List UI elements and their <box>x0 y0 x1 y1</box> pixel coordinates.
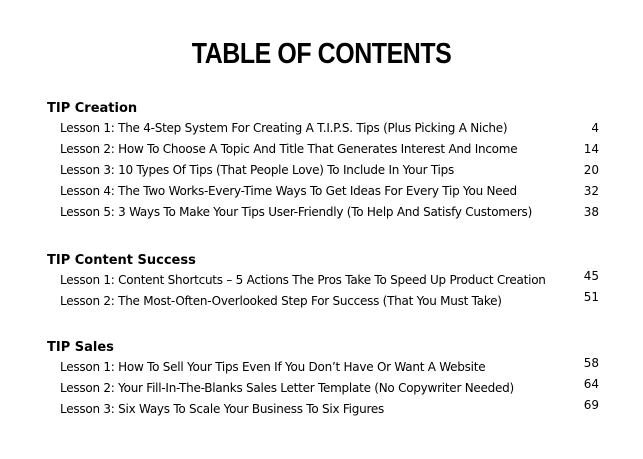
toc-entry-page: 14 <box>583 142 599 156</box>
toc-entry-page: 38 <box>583 205 599 219</box>
toc-entry-page: 51 <box>583 290 599 304</box>
toc-entry-page: 32 <box>583 184 599 198</box>
toc-entry-label: Lesson 2: How To Choose A Topic And Title That Generates Interest And Income <box>60 142 518 156</box>
toc-entry[interactable] <box>47 118 607 139</box>
toc-entry-label: Lesson 2: The Most-Often-Overlooked Step For Success (That You Must Take) <box>60 294 502 308</box>
toc-entry-label: Lesson 1: The 4-Step System For Creating A T.I.P.S. Tips (Plus Picking A Niche) <box>60 121 508 135</box>
toc-entry-page: 4 <box>591 121 599 135</box>
toc-entry-label: Lesson 2: Your Fill-In-The-Blanks Sales Letter Template (No Copywriter Needed) <box>60 381 514 395</box>
toc-entry[interactable] <box>47 270 607 291</box>
toc-entry-page: 58 <box>583 356 599 370</box>
section-heading: TIP Creation <box>47 101 138 116</box>
toc-entry-page: 69 <box>583 398 599 412</box>
toc-entry-page: 45 <box>583 269 599 283</box>
toc-section-tip-sales <box>47 339 607 420</box>
page-title: TABLE OF CONTENTS <box>191 38 452 70</box>
toc-entry[interactable] <box>47 291 607 312</box>
toc-entry-page: 64 <box>583 377 599 391</box>
toc-entry-label: Lesson 3: Six Ways To Scale Your Business To Six Figures <box>60 402 385 416</box>
toc-entry[interactable] <box>47 357 607 378</box>
toc-entry[interactable] <box>47 181 607 202</box>
toc-entry-label: Lesson 4: The Two Works-Every-Time Ways To Get Ideas For Every Tip You Need <box>60 184 517 198</box>
toc-section-tip-creation <box>47 100 607 223</box>
toc-entry[interactable] <box>47 202 607 223</box>
toc-entry-label: Lesson 5: 3 Ways To Make Your Tips User-Friendly (To Help And Satisfy Customers) <box>60 205 532 219</box>
toc-entry-label: Lesson 1: How To Sell Your Tips Even If You Don’t Have Or Want A Website <box>60 360 486 374</box>
toc-entry[interactable] <box>47 378 607 399</box>
toc-entry[interactable] <box>47 160 607 181</box>
toc-entry-label: Lesson 3: 10 Types Of Tips (That People Love) To Include In Your Tips <box>60 163 455 177</box>
section-heading: TIP Content Success <box>47 253 196 268</box>
toc-entry[interactable] <box>47 139 607 160</box>
toc-entry[interactable] <box>47 399 607 420</box>
toc-entry-label: Lesson 1: Content Shortcuts – 5 Actions The Pros Take To Speed Up Product Creation <box>60 273 546 287</box>
section-heading: TIP Sales <box>47 340 114 355</box>
toc-section-tip-content-success <box>47 252 607 312</box>
toc-entry-page: 20 <box>583 163 599 177</box>
